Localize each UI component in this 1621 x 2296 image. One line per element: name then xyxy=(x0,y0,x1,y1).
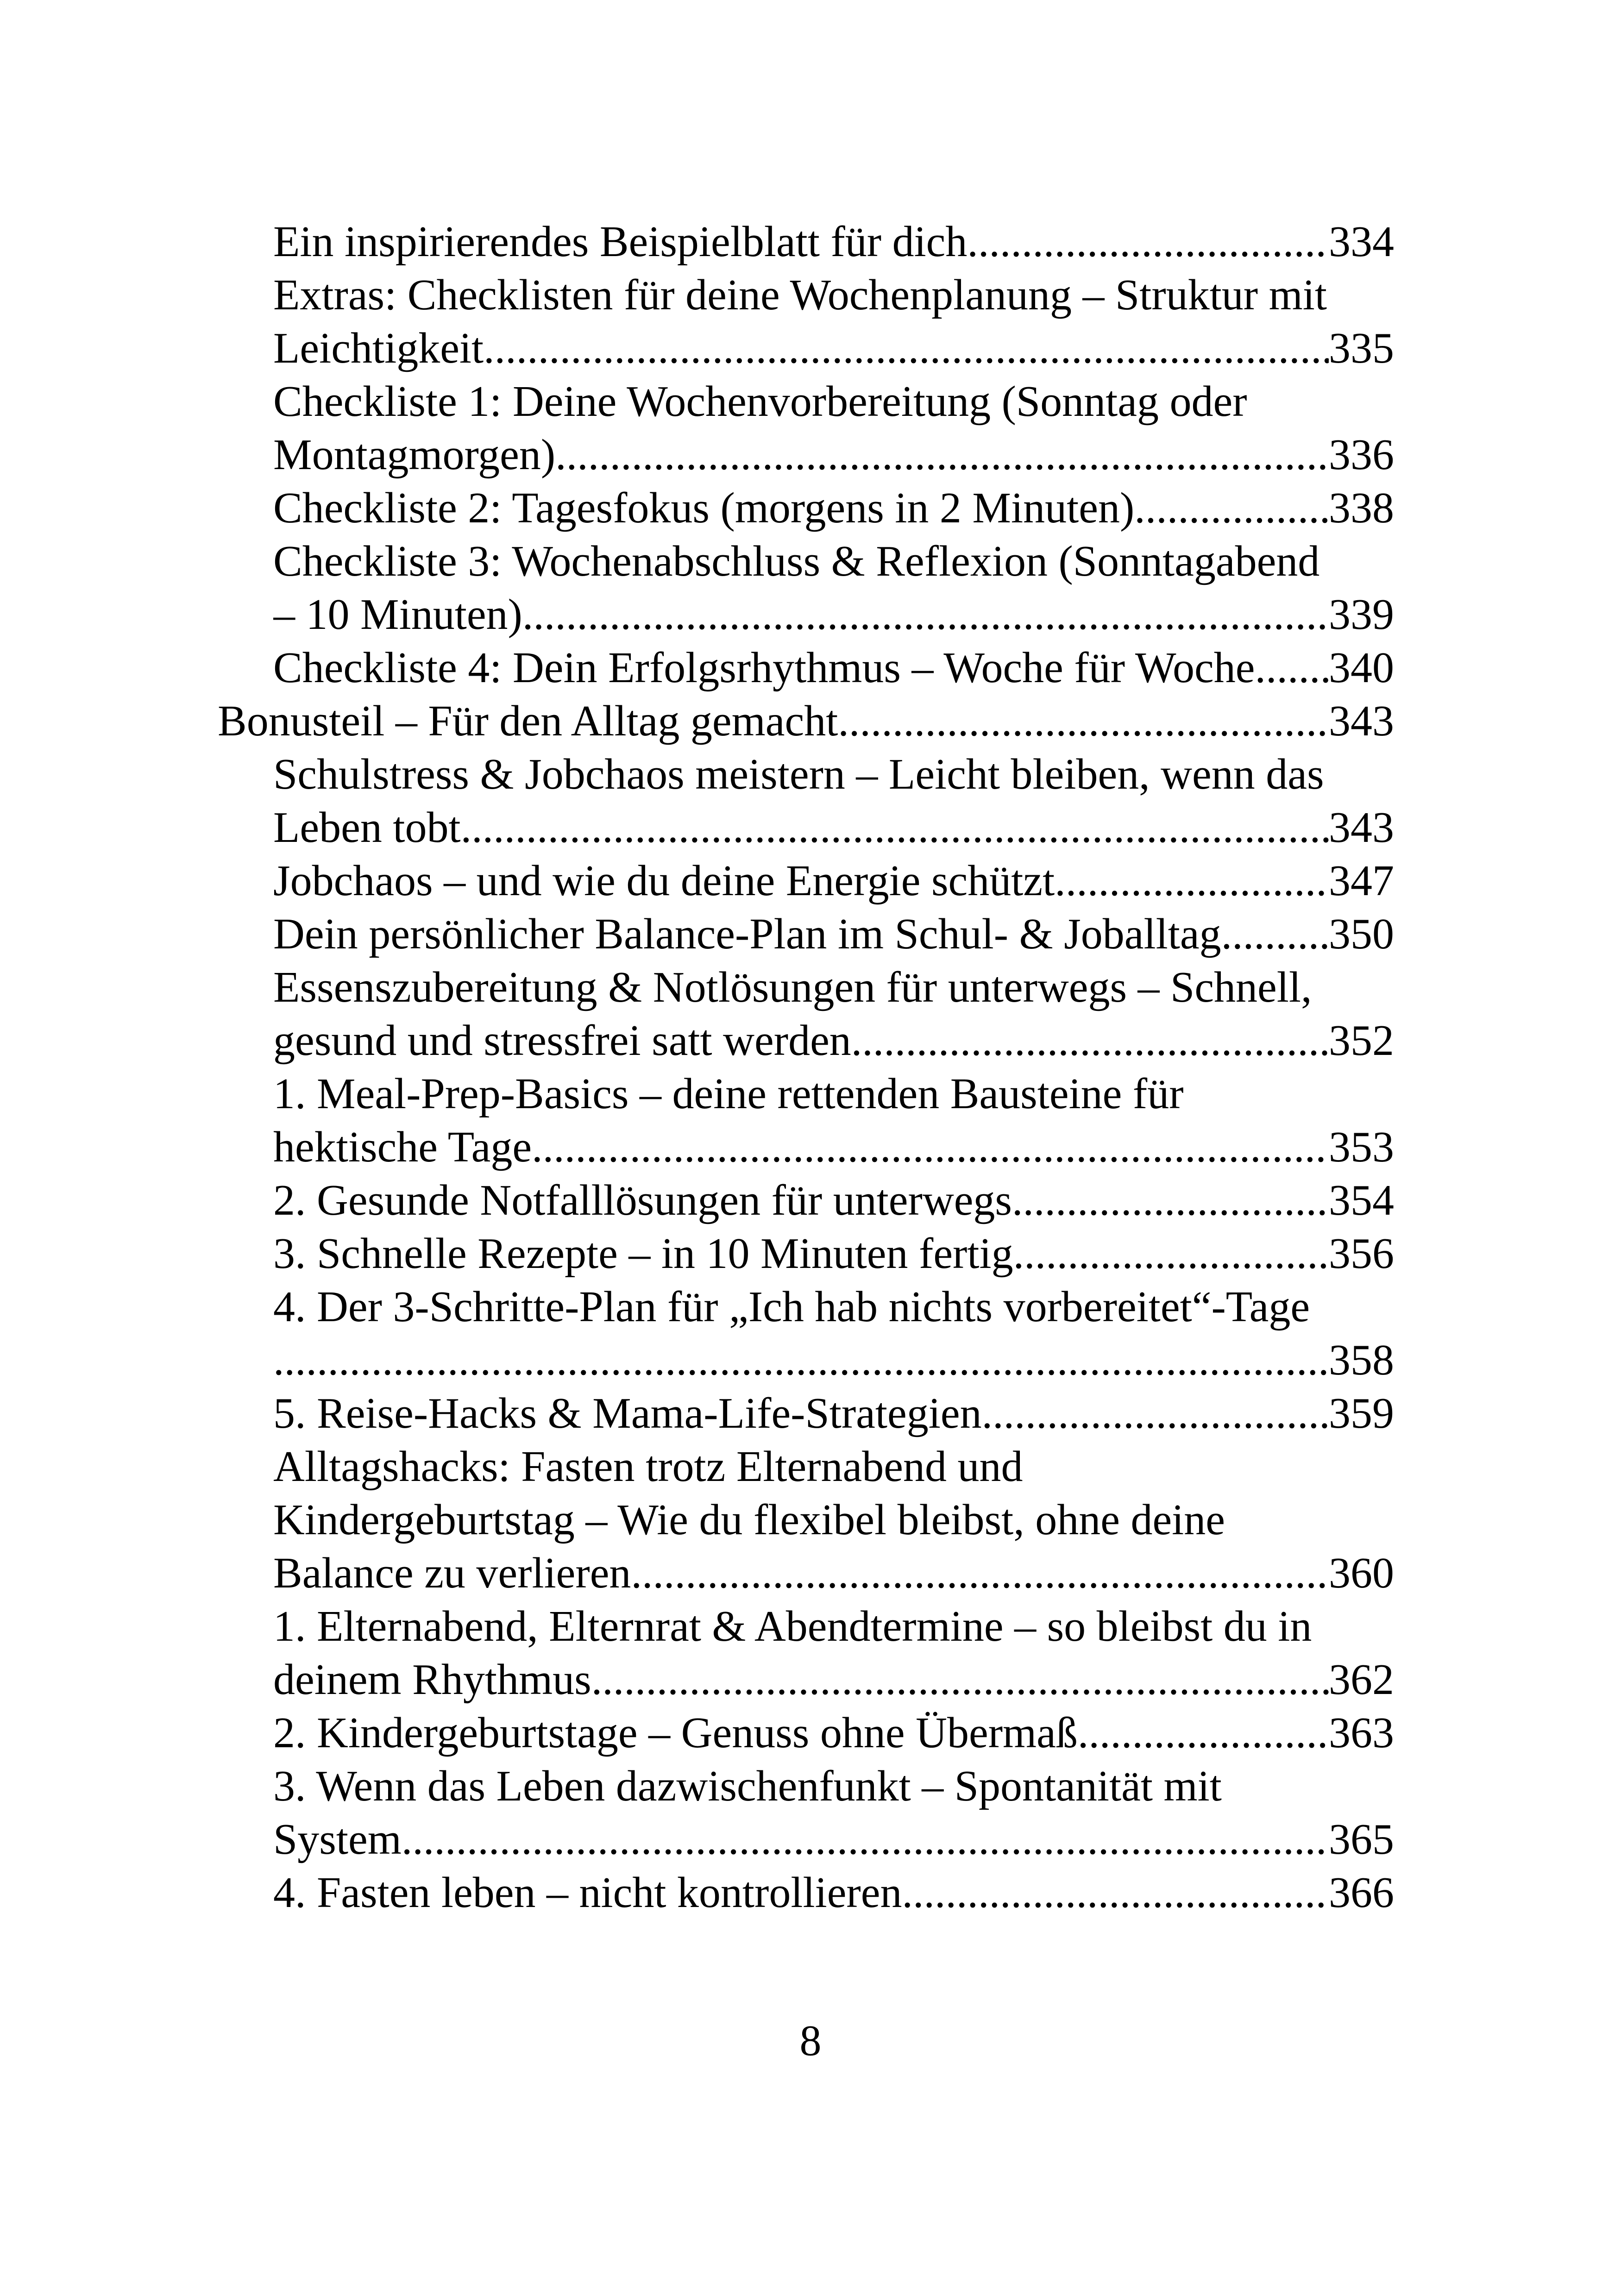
dot-leader xyxy=(532,1121,1329,1174)
toc-entry-title-line: Essenszubereitung & Notlösungen für unterwegs – Schnell, xyxy=(273,963,1312,1011)
toc-entry-last-line xyxy=(273,854,1394,908)
toc-entry-title: Leichtigkeit xyxy=(273,324,484,372)
toc-entry xyxy=(218,641,1394,695)
dot-leader xyxy=(461,801,1329,854)
dot-leader xyxy=(1134,482,1329,535)
toc-entry-last-line xyxy=(273,428,1394,482)
toc-entry xyxy=(218,695,1394,748)
toc-entry-title: 3. Schnelle Rezepte – in 10 Minuten fertig xyxy=(273,1230,1013,1278)
dot-leader xyxy=(1221,908,1329,961)
toc-entry xyxy=(218,748,1394,854)
toc-entry-title: System xyxy=(273,1815,402,1863)
toc-entry-page-number: 335 xyxy=(1329,324,1394,372)
dot-leader xyxy=(1012,1174,1329,1227)
toc-entry-title-line: 1. Elternabend, Elternrat & Abendtermine – so bleibst du in xyxy=(273,1602,1312,1650)
dot-leader xyxy=(522,588,1329,641)
toc-entry-last-line xyxy=(273,322,1394,375)
toc-entry-last-line xyxy=(273,1121,1394,1174)
toc-entry xyxy=(218,1440,1394,1600)
toc-entry-page-number: 358 xyxy=(1329,1336,1394,1384)
toc-entry-page-number: 353 xyxy=(1329,1123,1394,1171)
toc-entry-page-number: 340 xyxy=(1329,644,1394,692)
toc-entry-page-number: 350 xyxy=(1329,910,1394,958)
dot-leader xyxy=(902,1866,1329,1920)
toc-entry-title-line: Kindergeburtstag – Wie du flexibel bleibst, ohne deine xyxy=(273,1496,1225,1544)
toc-entry-page-number: 366 xyxy=(1329,1869,1394,1917)
toc-entry-last-line xyxy=(273,801,1394,854)
toc-entry-page-number: 363 xyxy=(1329,1709,1394,1757)
toc-entry-last-line xyxy=(273,1653,1394,1706)
dot-leader xyxy=(967,215,1329,269)
toc-entry-last-line xyxy=(273,1387,1394,1440)
toc-entry-title: Dein persönlicher Balance-Plan im Schul- & Joballtag xyxy=(273,910,1221,958)
toc-entry-last-line xyxy=(273,641,1394,695)
toc-entry-last-line xyxy=(273,1706,1394,1760)
toc-entry-title: Checkliste 4: Dein Erfolgsrhythmus – Woche für Woche xyxy=(273,644,1255,692)
toc-entry-title: Bonusteil – Für den Alltag gemacht xyxy=(218,697,838,745)
toc-entry-last-line xyxy=(273,1866,1394,1920)
toc-entry-last-line xyxy=(273,482,1394,535)
toc-entry xyxy=(218,1760,1394,1866)
toc-entry-title: Checkliste 2: Tagesfokus (morgens in 2 Minuten) xyxy=(273,484,1135,532)
toc-entry-title: Montagmorgen) xyxy=(273,431,556,479)
toc-entry-title-line: Extras: Checklisten für deine Wochenplanung – Struktur mit xyxy=(273,271,1327,319)
toc-entry xyxy=(218,482,1394,535)
dot-leader xyxy=(402,1813,1329,1866)
toc-entry-page-number: 343 xyxy=(1329,803,1394,852)
toc-entry xyxy=(218,535,1394,641)
toc-entry xyxy=(218,1067,1394,1174)
toc-entry-page-number: 339 xyxy=(1329,590,1394,639)
toc-entry-last-line xyxy=(273,1174,1394,1227)
dot-leader xyxy=(1013,1227,1329,1280)
toc-entry-page-number: 338 xyxy=(1329,484,1394,532)
toc-entry xyxy=(218,1866,1394,1920)
toc-entry-title: – 10 Minuten) xyxy=(273,590,522,639)
toc-entry-page-number: 359 xyxy=(1329,1389,1394,1437)
toc-entry xyxy=(218,1600,1394,1706)
toc-entry-last-line xyxy=(273,215,1394,269)
toc-entry xyxy=(218,269,1394,375)
toc-entry-title-line: Alltagshacks: Fasten trotz Elternabend und xyxy=(273,1443,1023,1491)
toc-entry xyxy=(218,908,1394,961)
toc-entry-last-line xyxy=(273,1813,1394,1866)
toc-entry-last-line xyxy=(273,1334,1394,1387)
toc-entry-last-line xyxy=(273,1014,1394,1067)
toc-entry-page-number: 336 xyxy=(1329,431,1394,479)
toc-entry-page-number: 354 xyxy=(1329,1176,1394,1224)
dot-leader xyxy=(1055,854,1329,908)
toc-entry-title: 2. Gesunde Notfalllösungen für unterwegs xyxy=(273,1176,1012,1224)
toc-entry xyxy=(218,1280,1394,1387)
dot-leader xyxy=(591,1653,1329,1706)
toc-entry-last-line xyxy=(273,1547,1394,1600)
toc-entry-page-number: 365 xyxy=(1329,1815,1394,1863)
toc-entry xyxy=(218,1706,1394,1760)
dot-leader xyxy=(1078,1706,1329,1760)
toc-entry-title: 2. Kindergeburtstage – Genuss ohne Übermaß xyxy=(273,1709,1078,1757)
toc-entry-last-line xyxy=(218,695,1394,748)
table-of-contents xyxy=(218,215,1394,1920)
toc-entry-title: Jobchaos – und wie du deine Energie schützt xyxy=(273,857,1055,905)
toc-entry-title-line: 4. Der 3-Schritte-Plan für „Ich hab nichts vorbereitet“-Tage xyxy=(273,1283,1310,1331)
toc-entry-title: 4. Fasten leben – nicht kontrollieren xyxy=(273,1869,902,1917)
toc-entry-title: Balance zu verlieren xyxy=(273,1549,631,1597)
toc-entry-page-number: 334 xyxy=(1329,218,1394,266)
toc-entry-title: Leben tobt xyxy=(273,803,461,852)
toc-entry xyxy=(218,1387,1394,1440)
toc-entry-page-number: 360 xyxy=(1329,1549,1394,1597)
toc-entry-last-line xyxy=(273,588,1394,641)
toc-entry xyxy=(218,215,1394,269)
toc-entry xyxy=(218,375,1394,482)
toc-entry-title: 5. Reise-Hacks & Mama-Life-Strategien xyxy=(273,1389,982,1437)
dot-leader xyxy=(273,1334,1329,1387)
dot-leader xyxy=(631,1547,1329,1600)
toc-entry xyxy=(218,1174,1394,1227)
toc-entry-page-number: 352 xyxy=(1329,1016,1394,1065)
toc-entry-page-number: 347 xyxy=(1329,857,1394,905)
toc-entry-title: Ein inspirierendes Beispielblatt für dich xyxy=(273,218,968,266)
toc-entry-title-line: Schulstress & Jobchaos meistern – Leicht bleiben, wenn das xyxy=(273,750,1324,798)
toc-entry-last-line xyxy=(273,908,1394,961)
toc-entry-title-line: 1. Meal-Prep-Basics – deine rettenden Bausteine für xyxy=(273,1070,1184,1118)
dot-leader xyxy=(838,695,1329,748)
toc-entry-page-number: 343 xyxy=(1329,697,1394,745)
toc-entry-title-line: Checkliste 1: Deine Wochenvorbereitung (Sonntag oder xyxy=(273,377,1247,426)
dot-leader xyxy=(555,428,1329,482)
toc-entry xyxy=(218,961,1394,1067)
dot-leader xyxy=(484,322,1329,375)
toc-entry-title-line: Checkliste 3: Wochenabschluss & Reflexion (Sonntagabend xyxy=(273,537,1320,585)
toc-entry-title: hektische Tage xyxy=(273,1123,532,1171)
dot-leader xyxy=(982,1387,1329,1440)
toc-entry-title: deinem Rhythmus xyxy=(273,1656,591,1704)
toc-entry-title: gesund und stressfrei satt werden xyxy=(273,1016,851,1065)
toc-entry-last-line xyxy=(273,1227,1394,1280)
toc-entry-page-number: 362 xyxy=(1329,1656,1394,1704)
toc-entry xyxy=(218,854,1394,908)
dot-leader xyxy=(851,1014,1329,1067)
toc-entry-title-line: 3. Wenn das Leben dazwischenfunkt – Spontanität mit xyxy=(273,1762,1222,1810)
toc-entry-page-number: 356 xyxy=(1329,1230,1394,1278)
page-number: 8 xyxy=(799,2017,822,2065)
toc-entry xyxy=(218,1227,1394,1280)
dot-leader xyxy=(1255,641,1329,695)
